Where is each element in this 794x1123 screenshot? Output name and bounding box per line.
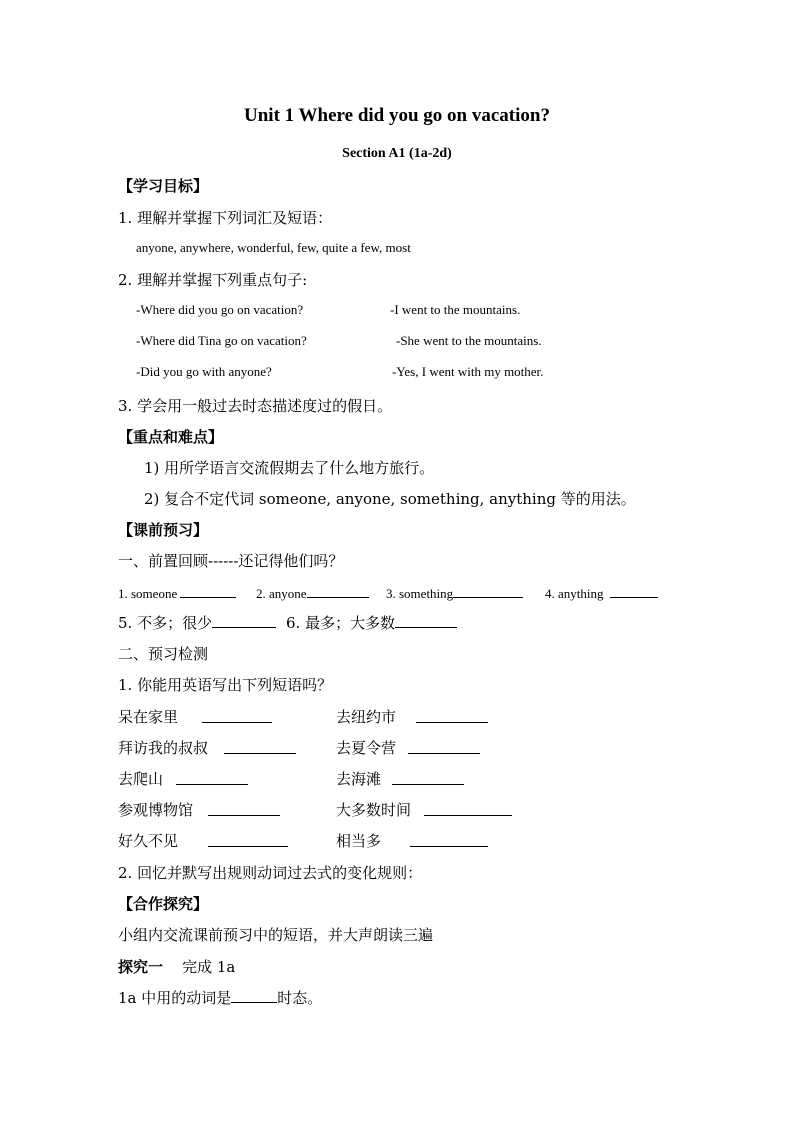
review-item: 1. someone — [118, 583, 236, 602]
sentence-a: -Yes, I went with my mother. — [392, 364, 544, 379]
phrase-left: 拜访我的叔叔 — [118, 739, 209, 757]
explore-line: 探究一 完成 1a — [118, 958, 236, 976]
answer-blank[interactable] — [208, 801, 280, 816]
answer-blank[interactable] — [408, 739, 480, 754]
sentence-q: -Where did you go on vacation? — [136, 302, 304, 317]
coop-heading: 【合作探究】 — [118, 895, 209, 913]
goal-2: 2. 理解并掌握下列重点句子: — [118, 271, 308, 289]
page-subtitle: Section A1 (1a-2d) — [342, 146, 452, 161]
page-title: Unit 1 Where did you go on vacation? — [244, 105, 550, 126]
phrase-right: 相当多 — [336, 832, 382, 850]
vocab-list: anyone, anywhere, wonderful, few, quite a few, most — [136, 240, 411, 255]
answer-blank[interactable] — [231, 988, 277, 1003]
answer-blank[interactable] — [610, 583, 658, 598]
sentence-a: -She went to the mountains. — [396, 333, 542, 348]
goal-3: 3. 学会用一般过去时态描述度过的假日。 — [118, 397, 393, 415]
phrase-left: 去爬山 — [118, 770, 164, 788]
answer-blank[interactable] — [202, 708, 272, 723]
phrase-left: 好久不见 — [118, 832, 179, 850]
phrase-left: 呆在家里 — [118, 708, 179, 726]
answer-blank[interactable] — [453, 583, 523, 598]
review-item: 6. 最多；大多数 — [286, 612, 457, 633]
goals-heading: 【学习目标】 — [118, 177, 209, 195]
sentence-q: -Did you go with anyone? — [136, 364, 272, 379]
review-item: 3. something — [386, 583, 523, 602]
answer-blank[interactable] — [307, 583, 369, 598]
answer-blank[interactable] — [180, 583, 236, 598]
review-title: 一、前置回顾------还记得他们吗？ — [118, 552, 344, 570]
coop-text: 小组内交流课前预习中的短语，并大声朗读三遍 — [118, 926, 434, 944]
sentence-q: -Where did Tina go on vacation? — [136, 333, 307, 348]
key-point-1: 1) 用所学语言交流假期去了什么地方旅行。 — [144, 459, 435, 477]
key-point-2: 2) 复合不定代词 someone, anyone, something, anything 等的用法。 — [144, 490, 636, 508]
answer-blank[interactable] — [395, 613, 457, 628]
review-item: 5. 不多；很少 — [118, 612, 276, 633]
answer-blank[interactable] — [208, 832, 288, 847]
check-question-2: 2. 回忆并默写出规则动词过去式的变化规则： — [118, 864, 423, 882]
preview-heading: 【课前预习】 — [118, 521, 209, 539]
phrase-right: 去海滩 — [336, 770, 382, 788]
answer-blank[interactable] — [392, 770, 464, 785]
answer-blank[interactable] — [424, 801, 512, 816]
check-question-1: 1. 你能用英语写出下列短语吗？ — [118, 676, 333, 694]
explore-question: 1a 中用的动词是 时态。 — [118, 989, 323, 1007]
answer-blank[interactable] — [410, 832, 488, 847]
answer-blank[interactable] — [212, 613, 276, 628]
goal-1: 1. 理解并掌握下列词汇及短语： — [118, 209, 333, 227]
review-item: 4. anything — [545, 583, 658, 602]
check-title: 二、预习检测 — [118, 645, 209, 663]
sentence-a: -I went to the mountains. — [390, 302, 521, 317]
review-item: 2. anyone — [256, 583, 369, 602]
phrase-right: 大多数时间 — [336, 801, 412, 819]
phrase-right: 去夏令营 — [336, 739, 397, 757]
phrase-left: 参观博物馆 — [118, 801, 194, 819]
key-heading: 【重点和难点】 — [118, 428, 224, 446]
answer-blank[interactable] — [416, 708, 488, 723]
answer-blank[interactable] — [176, 770, 248, 785]
answer-blank[interactable] — [224, 739, 296, 754]
phrase-right: 去纽约市 — [336, 708, 397, 726]
